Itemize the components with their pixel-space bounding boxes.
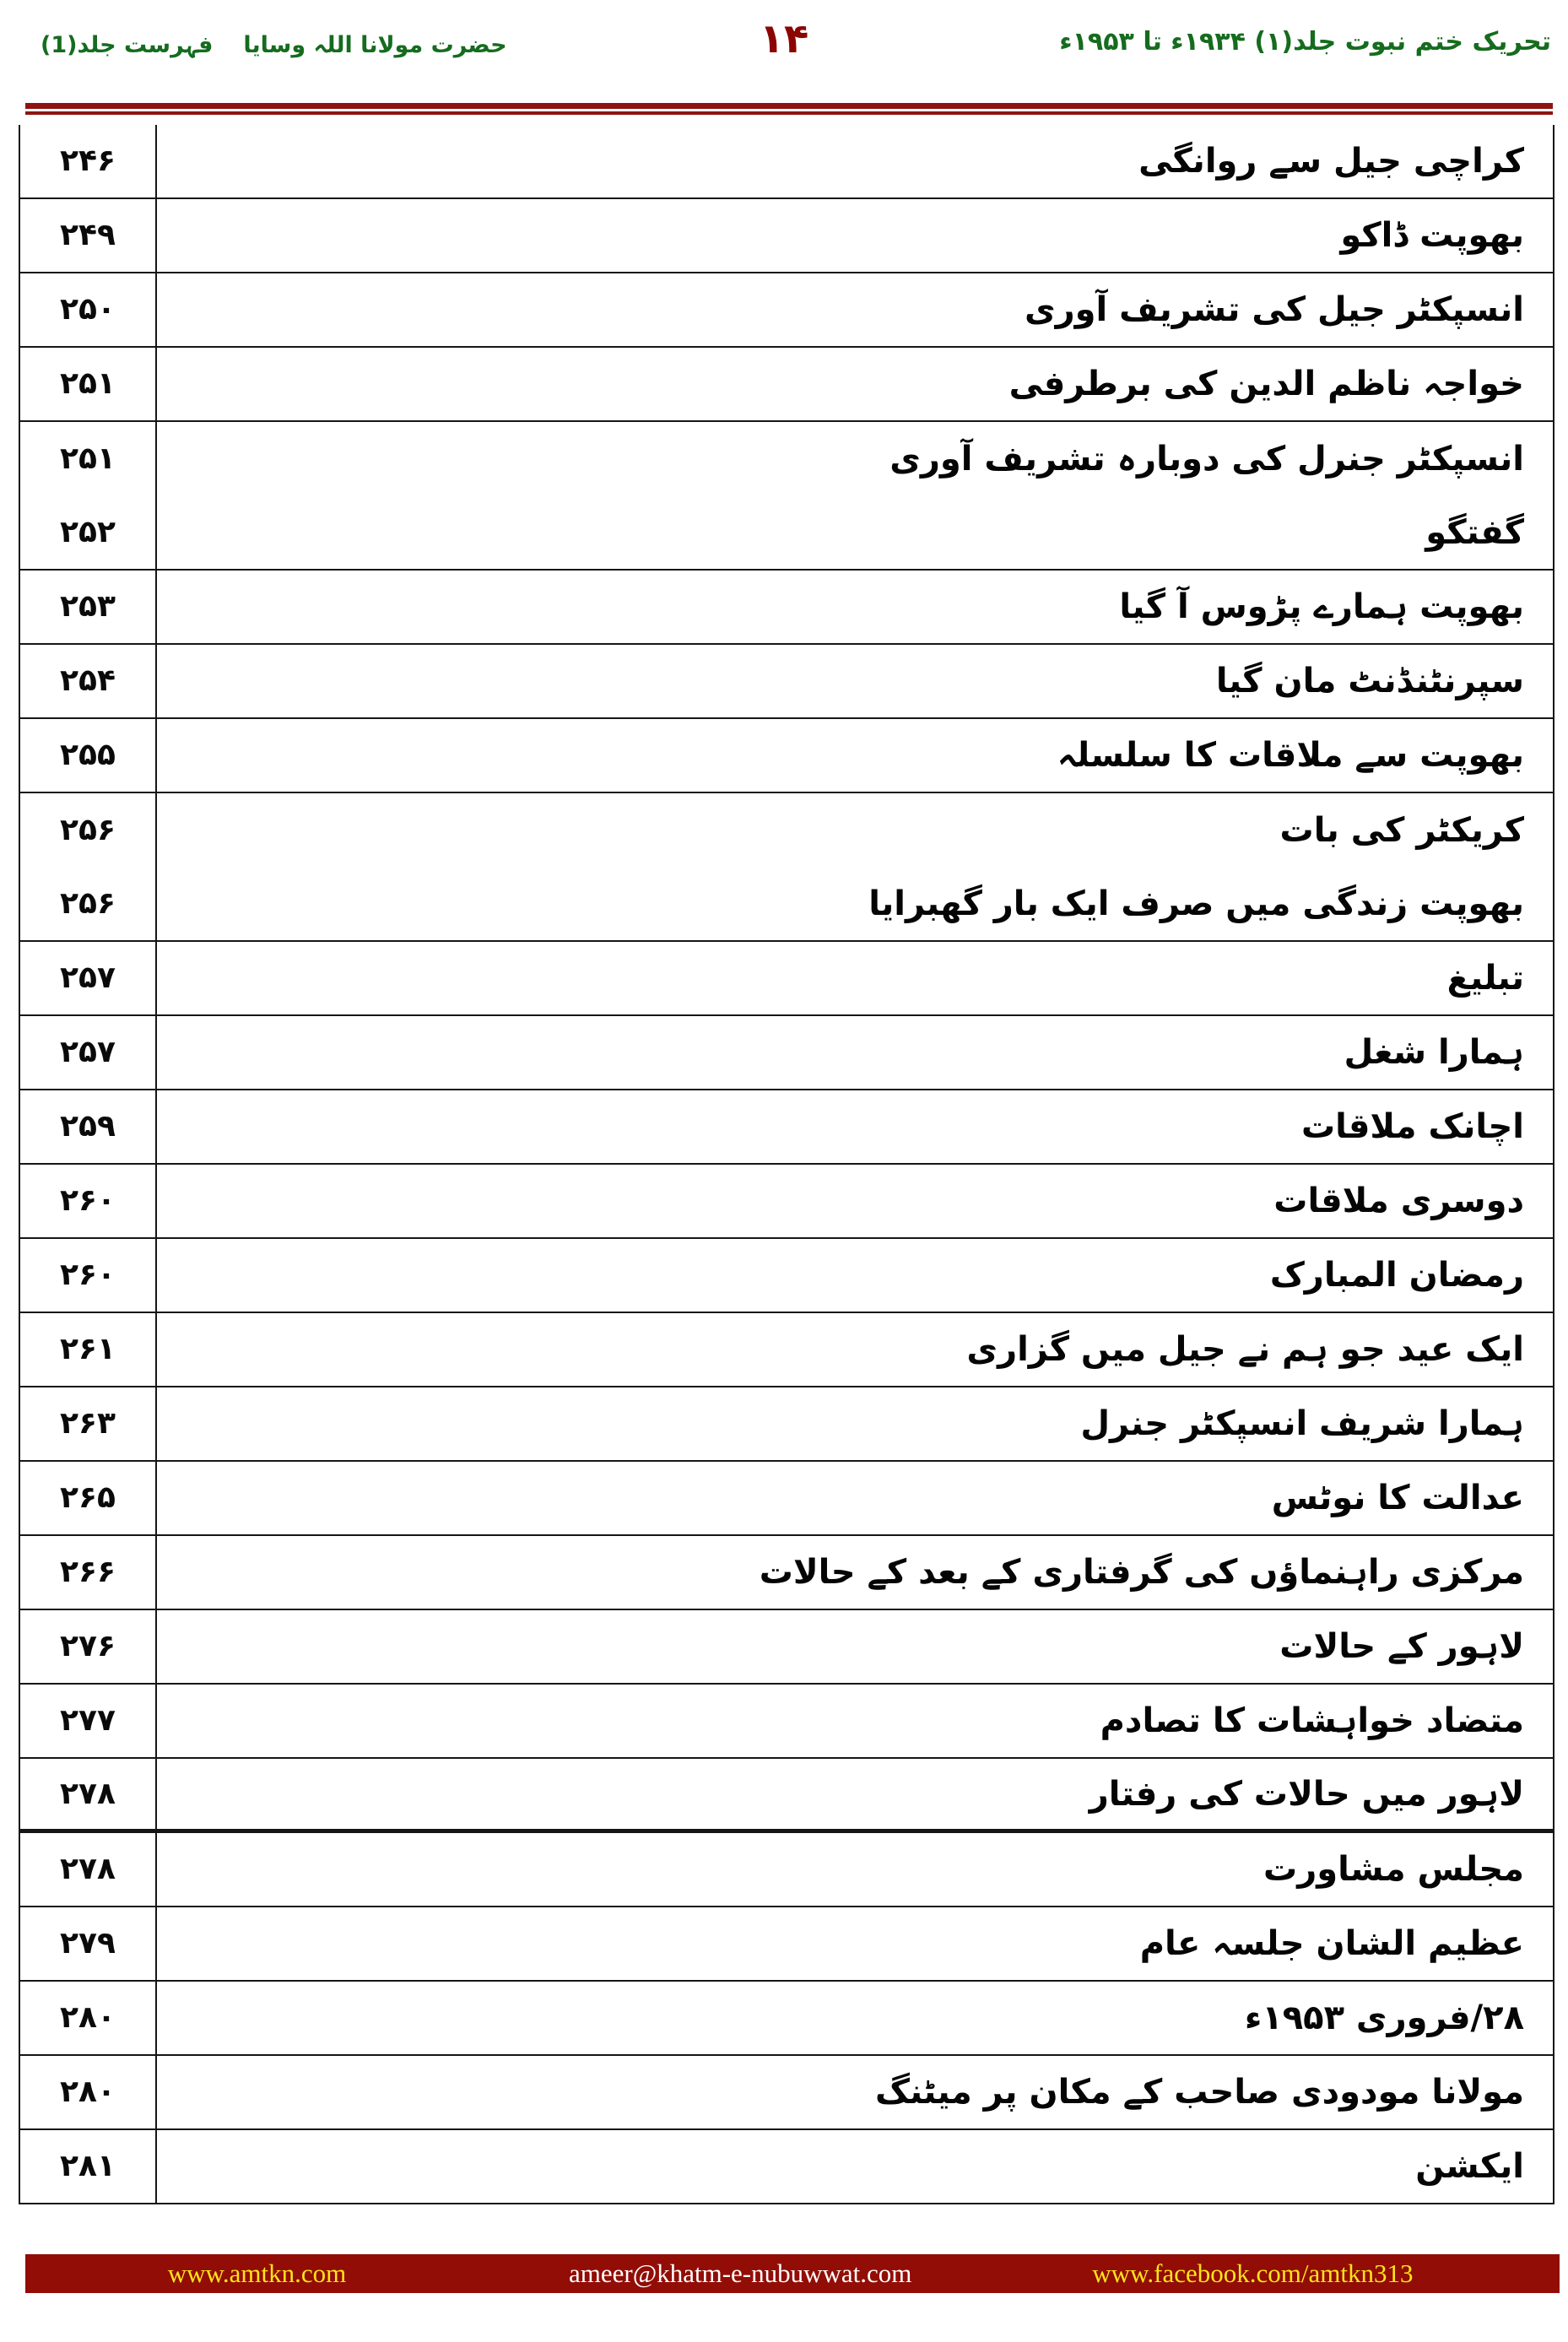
- toc-row: [20, 719, 1553, 793]
- chapter-title: کریکٹر کی بات: [1279, 810, 1524, 850]
- chapter-title-column: [157, 1165, 1553, 1237]
- chapter-title: بھوپت ڈاکو: [1340, 216, 1524, 255]
- page-number-column: [20, 1313, 157, 1386]
- chapter-page-number: ۲۵۴: [60, 663, 116, 698]
- chapter-title-column: [157, 348, 1553, 420]
- chapter-title-column: [157, 273, 1553, 346]
- toc-row: [20, 1462, 1553, 1536]
- page-number-column: [20, 1759, 157, 1829]
- chapter-title: ایک عید جو ہم نے جیل میں گزاری: [966, 1330, 1524, 1369]
- chapter-page-number: ۲۶۵: [60, 1480, 116, 1515]
- chapter-title: مولانا مودودی صاحب کے مکان پر میٹنگ: [875, 2073, 1524, 2112]
- page-number-column: [20, 1387, 157, 1460]
- chapter-title: بھوپت سے ملاقات کا سلسلہ: [1057, 736, 1524, 775]
- toc-row: [20, 422, 1553, 571]
- page-number-column: [20, 1090, 157, 1163]
- chapter-page-number: ۲۷۹: [60, 1926, 116, 1961]
- page-number-column: [20, 1907, 157, 1980]
- footer-email-link[interactable]: ameer@khatm-e-nubuwwat.com: [568, 2258, 912, 2288]
- page-number-column: [20, 2056, 157, 2128]
- chapter-page-number: ۲۵۹: [60, 1109, 116, 1144]
- page-number-column: [20, 125, 157, 197]
- chapter-page-number: ۲۶۶: [60, 1555, 116, 1589]
- toc-row: [20, 348, 1553, 422]
- toc-row: [20, 1685, 1553, 1759]
- toc-row: [20, 1016, 1553, 1090]
- toc-row: [20, 1239, 1553, 1313]
- chapter-title: ۲۸/فروری ۱۹۵۳ء: [1244, 1999, 1524, 2037]
- chapter-page-number: ۲۵۵: [60, 738, 116, 772]
- chapter-title-column: [157, 1685, 1553, 1757]
- chapter-title-column: [157, 1090, 1553, 1163]
- toc-row: [20, 2130, 1553, 2204]
- toc-row: [20, 942, 1553, 1016]
- chapter-page-number: ۲۵۲: [60, 514, 116, 549]
- chapter-title-column: [157, 571, 1553, 643]
- book-title: تحریک ختم نبوت جلد(۱) ۱۹۳۴ء تا ۱۹۵۳ء: [1059, 27, 1551, 57]
- toc-row: [20, 1982, 1553, 2056]
- chapter-title: اچانک ملاقات: [1300, 1107, 1524, 1146]
- footer-bar: [25, 2254, 1560, 2293]
- chapter-page-number: ۲۵۰: [60, 292, 116, 327]
- page-number: ۱۴: [759, 15, 809, 62]
- chapter-title-column: [157, 125, 1553, 197]
- toc-row: [20, 1313, 1553, 1387]
- toc-row: [20, 1833, 1553, 1907]
- chapter-title-column: [157, 1239, 1553, 1312]
- chapter-page-number: ۲۵۱: [60, 441, 116, 476]
- page-number-column: [20, 2130, 157, 2203]
- header-divider-rule: [25, 103, 1553, 115]
- chapter-title: لاہور کے حالات: [1279, 1627, 1524, 1666]
- chapter-title: رمضان المبارک: [1269, 1256, 1524, 1295]
- chapter-title: انسپکٹر جنرل کی دوبارہ تشریف آوری: [889, 439, 1524, 479]
- chapter-title-column: [157, 1907, 1553, 1980]
- page-number-column: [20, 1982, 157, 2054]
- page-number-column: [20, 719, 157, 792]
- chapter-page-number: ۲۷۸: [60, 1776, 116, 1811]
- chapter-page-number: ۲۶۰: [60, 1183, 116, 1218]
- chapter-page-number: ۲۵۶: [60, 885, 116, 921]
- toc-row: [20, 1907, 1553, 1982]
- chapter-title-column: [157, 2056, 1553, 2128]
- chapter-page-number: ۲۵۷: [60, 960, 116, 995]
- page-number-column: [20, 422, 157, 569]
- chapter-title-column: [157, 719, 1553, 792]
- chapter-title: خواجہ ناظم الدین کی برطرفی: [1008, 365, 1524, 403]
- chapter-page-number: ۲۵۱: [60, 366, 116, 401]
- chapter-title: ہمارا شغل: [1344, 1033, 1524, 1072]
- chapter-title: تبلیغ: [1446, 959, 1524, 998]
- chapter-page-number: ۲۶۱: [60, 1332, 116, 1366]
- chapter-title: عدالت کا نوٹس: [1271, 1479, 1524, 1517]
- toc-table: [19, 125, 1554, 2204]
- toc-row: [20, 645, 1553, 719]
- chapter-title: بھوپت زندگی میں صرف ایک بار گھبرایا: [868, 884, 1524, 923]
- toc-row: [20, 199, 1553, 273]
- chapter-title-column: [157, 1313, 1553, 1386]
- chapter-title: ایکشن: [1415, 2147, 1524, 2186]
- toc-row: [20, 1536, 1553, 1610]
- chapter-page-number: ۲۸۱: [60, 2149, 116, 2183]
- chapter-title: انسپکٹر جیل کی تشریف آوری: [1024, 290, 1524, 329]
- toc-row: [20, 1090, 1553, 1165]
- chapter-title: کراچی جیل سے روانگی: [1138, 142, 1524, 181]
- page-number-column: [20, 348, 157, 420]
- chapter-title-column: [157, 2130, 1553, 2203]
- chapter-title-column: [157, 1982, 1553, 2054]
- chapter-title-column: [157, 1462, 1553, 1534]
- toc-row: [20, 125, 1553, 199]
- page-number-column: [20, 1610, 157, 1683]
- chapter-page-number: ۲۷۶: [60, 1629, 116, 1663]
- chapter-page-number: ۲۵۳: [60, 589, 116, 624]
- chapter-title: ہمارا شریف انسپکٹر جنرل: [1080, 1404, 1524, 1443]
- chapter-title-column: [157, 422, 1553, 569]
- chapter-title: مرکزی راہنماؤں کی گرفتاری کے بعد کے حالات: [759, 1553, 1524, 1592]
- chapter-title: دوسری ملاقات: [1273, 1182, 1524, 1220]
- chapter-title: بھوپت ہمارے پڑوس آ گیا: [1119, 587, 1524, 626]
- chapter-title-column: [157, 1536, 1553, 1609]
- chapter-title: متضاد خواہشات کا تصادم: [1100, 1701, 1524, 1740]
- chapter-page-number: ۲۵۶: [60, 812, 116, 847]
- contents-volume-label: فہرست جلد(1): [41, 32, 214, 58]
- toc-row: [20, 793, 1553, 942]
- chapter-title: لاہور میں حالات کی رفتار: [1089, 1774, 1524, 1814]
- chapter-page-number: ۲۴۹: [60, 218, 116, 252]
- chapter-title-column: [157, 793, 1553, 940]
- chapter-page-number: ۲۵۷: [60, 1035, 116, 1069]
- chapter-title-column: [157, 942, 1553, 1014]
- toc-row: [20, 1165, 1553, 1239]
- chapter-title-column: [157, 645, 1553, 717]
- chapter-title: مجلس مشاورت: [1263, 1850, 1524, 1889]
- page-number-column: [20, 793, 157, 940]
- author-name: حضرت مولانا اللہ وسایا: [243, 32, 507, 58]
- toc-row: [20, 1387, 1553, 1462]
- footer-facebook-link[interactable]: www.facebook.com/amtkn313: [1092, 2258, 1414, 2288]
- page-number-column: [20, 273, 157, 346]
- chapter-title-column: [157, 199, 1553, 272]
- page-number-column: [20, 1833, 157, 1906]
- toc-row: [20, 1759, 1553, 1833]
- chapter-title-column: [157, 1833, 1553, 1906]
- chapter-title: عظیم الشان جلسہ عام: [1139, 1924, 1524, 1963]
- chapter-page-number: ۲۴۶: [60, 143, 116, 178]
- toc-row: [20, 571, 1553, 645]
- chapter-page-number: ۲۶۰: [60, 1258, 116, 1292]
- page-number-column: [20, 571, 157, 643]
- page-number-column: [20, 645, 157, 717]
- page-number-column: [20, 199, 157, 272]
- page-number-column: [20, 1462, 157, 1534]
- chapter-title-column: [157, 1610, 1553, 1683]
- page-number-column: [20, 1536, 157, 1609]
- chapter-page-number: ۲۷۷: [60, 1703, 116, 1738]
- footer-website-link[interactable]: www.amtkn.com: [167, 2258, 347, 2288]
- chapter-title-column: [157, 1387, 1553, 1460]
- page-number-column: [20, 1016, 157, 1089]
- chapter-page-number: ۲۸۰: [60, 2000, 116, 2035]
- chapter-page-number: ۲۸۰: [60, 2074, 116, 2109]
- chapter-title-column: [157, 1759, 1553, 1829]
- chapter-title-column: [157, 1016, 1553, 1089]
- toc-row: [20, 273, 1553, 348]
- page-number-column: [20, 1685, 157, 1757]
- toc-row: [20, 1610, 1553, 1685]
- page-number-column: [20, 1239, 157, 1312]
- chapter-page-number: ۲۷۸: [60, 1852, 116, 1886]
- chapter-title: سپرنٹنڈنٹ مان گیا: [1215, 662, 1524, 700]
- chapter-title: گفتگو: [1425, 512, 1524, 552]
- page-number-column: [20, 1165, 157, 1237]
- chapter-page-number: ۲۶۳: [60, 1406, 116, 1441]
- page-number-column: [20, 942, 157, 1014]
- toc-row: [20, 2056, 1553, 2130]
